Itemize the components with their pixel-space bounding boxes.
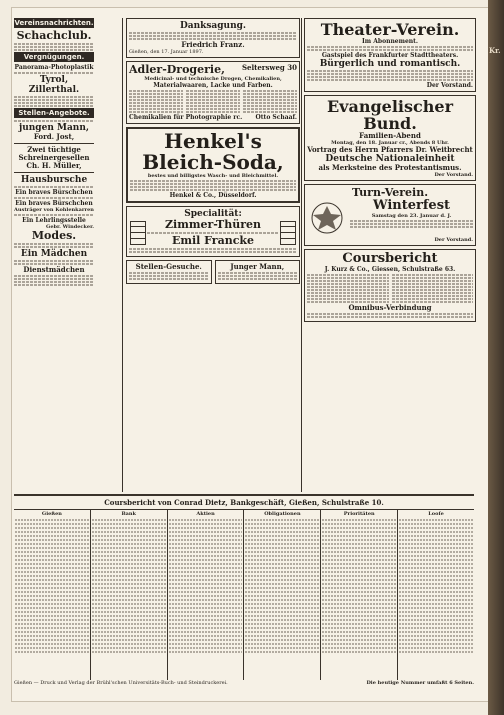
table-row xyxy=(169,635,243,637)
table-row xyxy=(399,539,473,541)
theater-verein-ad xyxy=(304,18,476,92)
ad-signature: Emil Francke xyxy=(171,234,255,247)
table-row xyxy=(399,535,473,537)
table-row xyxy=(92,543,166,545)
table-row xyxy=(322,643,396,645)
table-row xyxy=(92,563,166,565)
table-row xyxy=(169,627,243,629)
stock-table-header: Bank xyxy=(121,511,137,517)
table-row xyxy=(399,531,473,533)
table-row xyxy=(92,551,166,553)
table-row xyxy=(399,555,473,557)
table-row xyxy=(169,523,243,525)
table-row xyxy=(322,531,396,533)
table-row xyxy=(92,575,166,577)
table-row xyxy=(92,615,166,617)
table-row xyxy=(169,623,243,625)
table-row xyxy=(92,631,166,633)
ad-heading: Omnibus-Verbindung xyxy=(348,303,432,312)
table-row xyxy=(169,583,243,585)
table-row xyxy=(322,635,396,637)
table-row xyxy=(245,611,319,613)
table-row xyxy=(15,571,89,573)
stock-table-column xyxy=(14,510,91,680)
table-row xyxy=(15,599,89,601)
table-row xyxy=(92,531,166,533)
table-row xyxy=(169,611,243,613)
table-row xyxy=(15,535,89,537)
ad-text: als Merksteine des Protestantismus. xyxy=(318,163,462,172)
table-row xyxy=(92,619,166,621)
advertisement-column xyxy=(126,18,300,490)
stock-tables xyxy=(14,510,474,680)
table-row xyxy=(322,627,396,629)
table-row xyxy=(92,623,166,625)
table-row xyxy=(15,559,89,561)
table-row xyxy=(322,583,396,585)
table-row xyxy=(399,547,473,549)
classified-column xyxy=(14,18,94,490)
ad-date: Samstag den 23. Januar d. J. xyxy=(371,213,452,219)
table-row xyxy=(322,587,396,589)
table-row xyxy=(169,559,243,561)
ad-heading: Dienstmädchen xyxy=(23,265,85,274)
table-row xyxy=(322,619,396,621)
table-row xyxy=(92,639,166,641)
ad-heading: Tyrol, Zillerthal. xyxy=(28,75,80,95)
table-row xyxy=(92,571,166,573)
table-row xyxy=(245,551,319,553)
table-row xyxy=(399,583,473,585)
table-row xyxy=(399,619,473,621)
table-row xyxy=(399,567,473,569)
ad-heading: Ein Mädchen xyxy=(20,249,88,259)
table-row xyxy=(92,647,166,649)
table-row xyxy=(399,611,473,613)
ad-date: Gießen, den 17. Januar 1897. xyxy=(129,49,204,55)
table-row xyxy=(169,615,243,617)
table-row xyxy=(245,579,319,581)
table-row xyxy=(15,595,89,597)
table-row xyxy=(245,627,319,629)
table-row xyxy=(245,623,319,625)
table-row xyxy=(92,555,166,557)
table-row xyxy=(322,615,396,617)
table-row xyxy=(169,603,243,605)
column-rule xyxy=(122,18,123,492)
table-row xyxy=(245,635,319,637)
door-icon xyxy=(130,221,146,245)
table-row xyxy=(245,615,319,617)
table-row xyxy=(169,551,243,553)
table-row xyxy=(322,535,396,537)
ad-heading: Evangelischer Bund. xyxy=(326,97,453,133)
ad-heading: Austräger von Kohlenkarren xyxy=(14,207,94,213)
table-row xyxy=(322,599,396,601)
table-row xyxy=(15,643,89,645)
table-row xyxy=(245,563,319,565)
table-row xyxy=(169,643,243,645)
table-row xyxy=(92,527,166,529)
table-row xyxy=(245,571,319,573)
table-row xyxy=(245,595,319,597)
table-row xyxy=(15,579,89,581)
table-row xyxy=(169,563,243,565)
table-row xyxy=(245,535,319,537)
table-row xyxy=(15,583,89,585)
ad-signature: Otto Schaaf. xyxy=(255,114,297,121)
adler-drogerie-ad xyxy=(126,61,300,124)
table-row xyxy=(92,599,166,601)
table-row xyxy=(169,587,243,589)
stock-report xyxy=(14,494,474,692)
table-row xyxy=(322,567,396,569)
ad-heading: Adler-Drogerie, xyxy=(129,63,225,76)
ad-heading: Schachclub. xyxy=(16,29,92,42)
table-row xyxy=(399,643,473,645)
table-row xyxy=(399,527,473,529)
ad-signature: Gebr. Windecker. xyxy=(46,224,94,230)
table-row xyxy=(245,547,319,549)
table-row xyxy=(15,615,89,617)
ad-signature: Der Vorstand. xyxy=(434,172,473,178)
table-row xyxy=(92,635,166,637)
ad-text: Im Abonnement. xyxy=(361,38,419,45)
column-rule xyxy=(301,18,302,492)
table-row xyxy=(15,587,89,589)
table-row xyxy=(15,611,89,613)
table-row xyxy=(15,631,89,633)
table-row xyxy=(92,535,166,537)
ad-heading: Modes. xyxy=(31,229,77,242)
table-row xyxy=(399,543,473,545)
table-row xyxy=(322,547,396,549)
table-row xyxy=(169,571,243,573)
section-header: Vergnügungen. xyxy=(14,52,94,62)
table-row xyxy=(92,643,166,645)
ad-text: Medicinal- und technische Drogen, Chemikalien, xyxy=(144,76,282,82)
table-row xyxy=(245,555,319,557)
ad-heading: Bleich-Soda, xyxy=(142,150,284,174)
table-row xyxy=(399,595,473,597)
ad-heading: Ein Lehrlingsstelle xyxy=(22,217,86,224)
table-row xyxy=(92,559,166,561)
table-row xyxy=(322,647,396,649)
ad-heading: Zwei tüchtige xyxy=(27,145,81,154)
table-row xyxy=(322,631,396,633)
table-row xyxy=(399,587,473,589)
ad-text: Materialwaaren, Lacke und Farben. xyxy=(153,82,273,89)
table-row xyxy=(322,595,396,597)
stock-table-header: Gießen xyxy=(41,511,62,517)
ad-text: Chemikalien für Photographie rc. xyxy=(129,114,243,121)
ad-heading: Deutsche Nationaleinheit xyxy=(325,154,455,164)
page-count-note: Die heutige Nummer umfaßt 6 Seiten. xyxy=(366,680,474,686)
ad-heading: Henkel's xyxy=(164,129,262,153)
zimmer-thueren-ad xyxy=(126,206,300,257)
table-row xyxy=(399,599,473,601)
table-row xyxy=(322,611,396,613)
table-row xyxy=(245,523,319,525)
ad-text: Familien-Abend xyxy=(359,131,421,140)
table-row xyxy=(399,635,473,637)
stock-table-header: Obligationen xyxy=(264,511,301,517)
table-row xyxy=(169,619,243,621)
table-row xyxy=(15,567,89,569)
table-row xyxy=(15,551,89,553)
table-row xyxy=(15,603,89,605)
table-row xyxy=(15,555,89,557)
table-row xyxy=(245,587,319,589)
table-row xyxy=(15,575,89,577)
table-row xyxy=(245,647,319,649)
table-row xyxy=(15,619,89,621)
table-row xyxy=(399,623,473,625)
table-row xyxy=(322,523,396,525)
table-row xyxy=(399,551,473,553)
table-row xyxy=(15,651,89,653)
ad-heading: Ein braves Bürschchen xyxy=(15,189,93,196)
table-row xyxy=(15,519,89,521)
footer xyxy=(14,680,474,686)
table-row xyxy=(92,611,166,613)
table-row xyxy=(92,591,166,593)
table-row xyxy=(399,647,473,649)
table-row xyxy=(15,623,89,625)
table-row xyxy=(92,603,166,605)
table-row xyxy=(322,519,396,521)
ad-signature: Friedrich Franz. xyxy=(181,40,245,49)
evangelischer-bund-ad xyxy=(304,95,476,181)
table-row xyxy=(322,571,396,573)
table-row xyxy=(322,543,396,545)
binding-edge xyxy=(488,0,504,715)
table-row xyxy=(15,527,89,529)
table-row xyxy=(169,575,243,577)
table-row xyxy=(92,587,166,589)
stock-table-column xyxy=(398,510,474,680)
table-row xyxy=(169,579,243,581)
door-icon xyxy=(280,221,296,245)
ad-signature: Ch. H. Müller, xyxy=(26,161,82,170)
ad-heading: Bürgerlich und romantisch. xyxy=(319,59,461,69)
table-row xyxy=(399,579,473,581)
ad-signature: Der Vorstand. xyxy=(434,237,473,243)
stock-table-column xyxy=(168,510,245,680)
table-row xyxy=(15,639,89,641)
table-row xyxy=(92,519,166,521)
ad-heading: Zimmer-Thüren xyxy=(165,218,261,231)
table-row xyxy=(245,631,319,633)
table-row xyxy=(169,539,243,541)
danksagung-ad xyxy=(126,18,300,58)
table-row xyxy=(169,599,243,601)
henkel-ad xyxy=(126,127,300,203)
section-header: Stellen-Angebote. xyxy=(14,108,94,118)
table-row xyxy=(245,619,319,621)
table-row xyxy=(399,651,473,653)
ad-heading: Coursbericht xyxy=(342,251,438,266)
ad-text: Gastspiel des Frankfurter Stadttheaters. xyxy=(321,52,459,59)
table-row xyxy=(169,591,243,593)
ad-heading: Theater-Verein. xyxy=(320,20,460,39)
table-row xyxy=(399,571,473,573)
table-row xyxy=(169,535,243,537)
printer-line: Gießen — Druck und Verlag der Brühl'schen Universitäts-Buch- und Steindruckerei. xyxy=(14,680,228,686)
table-row xyxy=(322,591,396,593)
table-row xyxy=(169,631,243,633)
ad-heading: Junger Mann, xyxy=(230,262,285,271)
table-row xyxy=(245,575,319,577)
ad-heading: Danksagung. xyxy=(179,21,247,31)
table-row xyxy=(245,583,319,585)
table-row xyxy=(399,523,473,525)
table-row xyxy=(245,539,319,541)
table-row xyxy=(15,591,89,593)
table-row xyxy=(169,519,243,521)
table-row xyxy=(322,579,396,581)
ad-heading: Hausbursche xyxy=(20,175,88,185)
stock-table-header: Prioritäten xyxy=(343,511,375,517)
table-row xyxy=(245,607,319,609)
table-row xyxy=(169,567,243,569)
table-row xyxy=(399,591,473,593)
table-row xyxy=(322,563,396,565)
table-row xyxy=(245,603,319,605)
table-row xyxy=(15,647,89,649)
table-row xyxy=(92,547,166,549)
announcement-column xyxy=(304,18,476,490)
table-row xyxy=(322,607,396,609)
ad-heading: jungen Mann, xyxy=(18,123,90,133)
table-row xyxy=(245,639,319,641)
table-row xyxy=(245,651,319,653)
table-row xyxy=(399,615,473,617)
table-row xyxy=(169,527,243,529)
table-row xyxy=(92,583,166,585)
table-row xyxy=(245,567,319,569)
table-row xyxy=(322,559,396,561)
table-row xyxy=(322,575,396,577)
table-row xyxy=(245,643,319,645)
table-row xyxy=(15,635,89,637)
table-row xyxy=(169,547,243,549)
table-row xyxy=(92,523,166,525)
table-row xyxy=(15,531,89,533)
ad-signature: Henkel & Co., Düsseldorf. xyxy=(169,192,257,199)
table-row xyxy=(15,547,89,549)
ad-signature: Der Vorstand. xyxy=(426,82,473,89)
table-row xyxy=(322,639,396,641)
stock-table-header: Aktien xyxy=(196,511,215,517)
table-row xyxy=(245,527,319,529)
table-row xyxy=(322,651,396,653)
table-row xyxy=(169,531,243,533)
table-row xyxy=(169,607,243,609)
table-row xyxy=(322,539,396,541)
ad-heading: Schreinergesellen xyxy=(18,153,90,162)
stock-table-column xyxy=(244,510,321,680)
section-header: Stellen-Gesuche. xyxy=(135,262,202,271)
table-row xyxy=(245,543,319,545)
table-row xyxy=(15,543,89,545)
table-row xyxy=(15,627,89,629)
table-row xyxy=(15,523,89,525)
table-row xyxy=(245,591,319,593)
stock-report-title: Coursbericht von Conrad Dietz, Bankgeschäft, Gießen, Schulstraße 10. xyxy=(14,496,474,510)
table-row xyxy=(399,639,473,641)
ad-heading: Specialität: xyxy=(184,209,242,219)
table-row xyxy=(15,563,89,565)
ad-date: Montag, den 18. Januar cr., Abends 8 Uhr. xyxy=(331,140,449,146)
table-row xyxy=(169,543,243,545)
table-row xyxy=(399,519,473,521)
stock-table-header: Looſe xyxy=(428,511,444,517)
table-row xyxy=(169,595,243,597)
table-row xyxy=(322,603,396,605)
table-row xyxy=(245,559,319,561)
table-row xyxy=(399,563,473,565)
ad-signature: Ford. Jost, xyxy=(33,132,75,141)
eagle-emblem-icon xyxy=(307,199,347,237)
ad-text: bestes und billigstes Wasch- und Bleichmittel. xyxy=(147,173,279,179)
ad-text: Vortrag des Herrn Pfarrers Dr. Weitbrecht xyxy=(307,145,473,154)
table-row xyxy=(399,575,473,577)
stock-table-column xyxy=(321,510,398,680)
table-row xyxy=(322,527,396,529)
table-row xyxy=(15,539,89,541)
ad-heading: Winterfest xyxy=(372,198,451,213)
ad-heading: Turn-Verein. xyxy=(351,186,429,199)
table-row xyxy=(245,599,319,601)
table-row xyxy=(169,639,243,641)
ad-address: Seltersweg 30 xyxy=(241,63,297,72)
ad-text: J. Kurz & Co., Giessen, Schulstraße 63. xyxy=(324,266,456,273)
table-row xyxy=(322,555,396,557)
table-row xyxy=(322,551,396,553)
table-row xyxy=(399,627,473,629)
table-row xyxy=(245,531,319,533)
table-row xyxy=(92,651,166,653)
table-row xyxy=(169,647,243,649)
table-row xyxy=(92,539,166,541)
turn-verein-ad xyxy=(304,184,476,246)
table-row xyxy=(169,651,243,653)
table-row xyxy=(399,603,473,605)
kurz-coursbericht xyxy=(304,249,476,322)
table-row xyxy=(15,607,89,609)
section-header: Vereinsnachrichten. xyxy=(14,19,94,27)
table-row xyxy=(399,607,473,609)
table-row xyxy=(322,623,396,625)
table-row xyxy=(92,595,166,597)
table-row xyxy=(92,627,166,629)
table-row xyxy=(92,607,166,609)
table-row xyxy=(169,555,243,557)
table-row xyxy=(92,567,166,569)
ad-heading: Ein braves Bürschchen xyxy=(15,200,93,207)
table-row xyxy=(245,519,319,521)
table-row xyxy=(399,631,473,633)
table-row xyxy=(399,559,473,561)
edge-mark: Kr. xyxy=(489,46,501,55)
stock-table-column xyxy=(91,510,168,680)
ad-heading: Panorama-Photoplastik xyxy=(14,64,94,71)
table-row xyxy=(92,579,166,581)
